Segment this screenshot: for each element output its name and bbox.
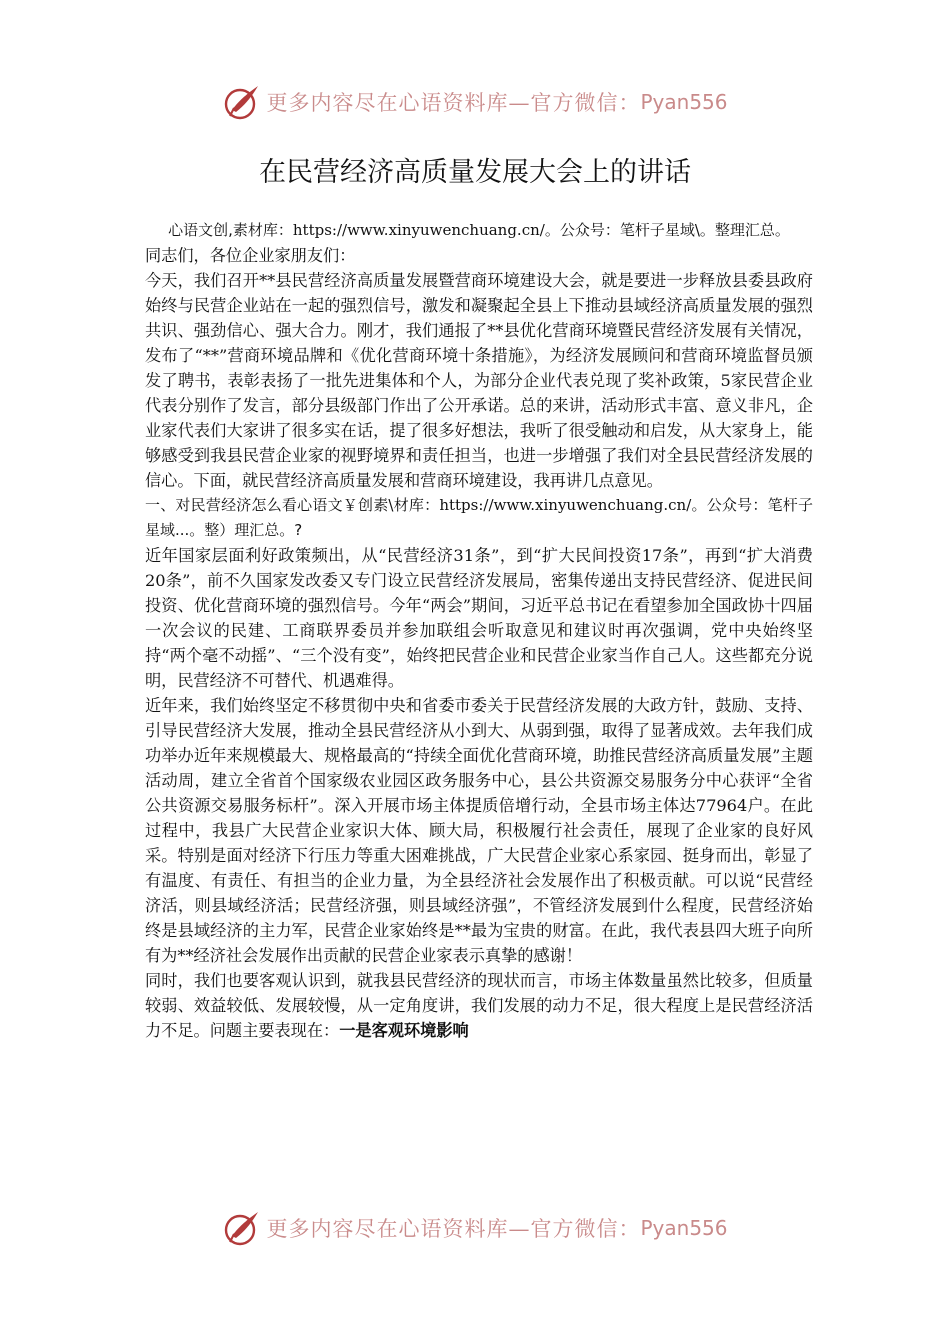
- document-body: [145, 218, 813, 1043]
- paragraph-4-bold: 一是客观环境影响: [339, 1021, 469, 1040]
- footer-banner-wechat-id: Pyan556: [640, 1216, 728, 1240]
- heading-1-url[interactable]: https://www.xinyuwenchuang.cn/: [439, 496, 692, 514]
- footer-banner: [0, 1206, 950, 1250]
- source-line: [145, 218, 813, 243]
- quill-seal-logo-icon: [222, 1208, 262, 1248]
- banner-wechat-id: Pyan556: [640, 90, 728, 114]
- footer-banner-text: 更多内容尽在心语资料库—官方微信：: [266, 1217, 641, 1241]
- heading-1-suffix: 。公众号：笔杆子星域...。整）理汇总。?: [145, 496, 813, 539]
- paragraph-4: [145, 968, 813, 1043]
- header-banner: [0, 80, 950, 124]
- quill-seal-logo-icon: [222, 82, 262, 122]
- source-url[interactable]: https://www.xinyuwenchuang.cn/: [292, 221, 545, 239]
- heading-1-prefix: 一、对民营经济怎么看心语文￥创素\材库：: [145, 496, 440, 514]
- paragraph-3: 近年来，我们始终坚定不移贯彻中央和省委市委关于民营经济发展的大政方针，鼓励、支持、引导民营经济大发展，推动全县民营经济从小到大、从弱到强，取得了显著成效。去年我们成功举办近年来规模最大、规格最高的“持续全面优化营商环境，助推民营经济高质量发展”主题活动周，建立全省首个国家级农业园区政务服务中心，县公共资源交易服务分中心获评“全省公共资源交易服务标杆”。深入开展市场主体提质倍增行动，全县市场主体达77964户。在此过程中，我县广大民营企业家识大体、顾大局，积极履行社会责任，展现了企业家的良好风采。特别是面对经济下行压力等重大困难挑战，广大民营企业家心系家园、挺身而出，彰显了有温度、有责任、有担当的企业力量，为全县经济社会发展作出了积极贡献。可以说“民营经济活，则县域经济活；民营经济强，则县域经济强”，不管经济发展到什么程度，民营经济始终是县域经济的主力军，民营企业家始终是**最为宝贵的财富。在此，我代表县四大班子向所有为**经济社会发展作出贡献的民营企业家表示真挚的感谢！: [145, 696, 813, 965]
- paragraph-2: 近年国家层面利好政策频出，从“民营经济31条”，到“扩大民间投资17条”，再到“扩大消费20条”，前不久国家发改委又专门设立民营经济发展局，密集传递出支持民营经济、促进民间投资、优化营商环境的强烈信号。今年“两会”期间，习近平总书记在看望参加全国政协十四届一次会议的民建、工商联界委员并参加联组会听取意见和建议时再次强调，党中央始终坚持“两个毫不动摇”、“三个没有变”，始终把民营企业和民营企业家当作自己人。这些都充分说明，民营经济不可替代、机遇难得。: [145, 546, 813, 690]
- paragraph-4-text: 同时，我们也要客观认识到，就我县民营经济的现状而言，市场主体数量虽然比较多，但质量较弱、效益较低、发展较慢，从一定角度讲，我们发展的动力不足，很大程度上是民营经济活力不足。问题主要表现在：: [145, 971, 813, 1040]
- document-title: 在民营经济高质量发展大会上的讲话: [259, 157, 691, 188]
- section-heading-1: [145, 493, 813, 543]
- banner-text: 更多内容尽在心语资料库—官方微信：: [266, 91, 641, 115]
- source-suffix: 。公众号：笔杆子星域\。整理汇总。: [544, 221, 790, 239]
- paragraph-1: 今天，我们召开**县民营经济高质量发展暨营商环境建设大会，就是要进一步释放县委县政府始终与民营企业站在一起的强烈信号，激发和凝聚起全县上下推动县域经济高质量发展的强烈共识、强劲信心、强大合力。刚才，我们通报了**县优化营商环境暨民营经济发展有关情况，发布了“**”营商环境品牌和《优化营商环境十条措施》，为经济发展顾问和营商环境监督员颁发了聘书，表彰表扬了一批先进集体和个人，为部分企业代表兑现了奖补政策，5家民营企业代表分别作了发言，部分县级部门作出了公开承诺。总的来讲，活动形式丰富、意义非凡，企业家代表们大家讲了很多实在话，提了很多好想法，我听了很受触动和启发，从大家身上，能够感受到我县民营企业家的视野境界和责任担当，也进一步增强了我们对全县民营经济发展的信心。下面，就民营经济高质量发展和营商环境建设，我再讲几点意见。: [145, 271, 813, 490]
- greeting: 同志们，各位企业家朋友们：: [145, 246, 356, 265]
- source-prefix: 心语文创,素材库：: [168, 221, 293, 239]
